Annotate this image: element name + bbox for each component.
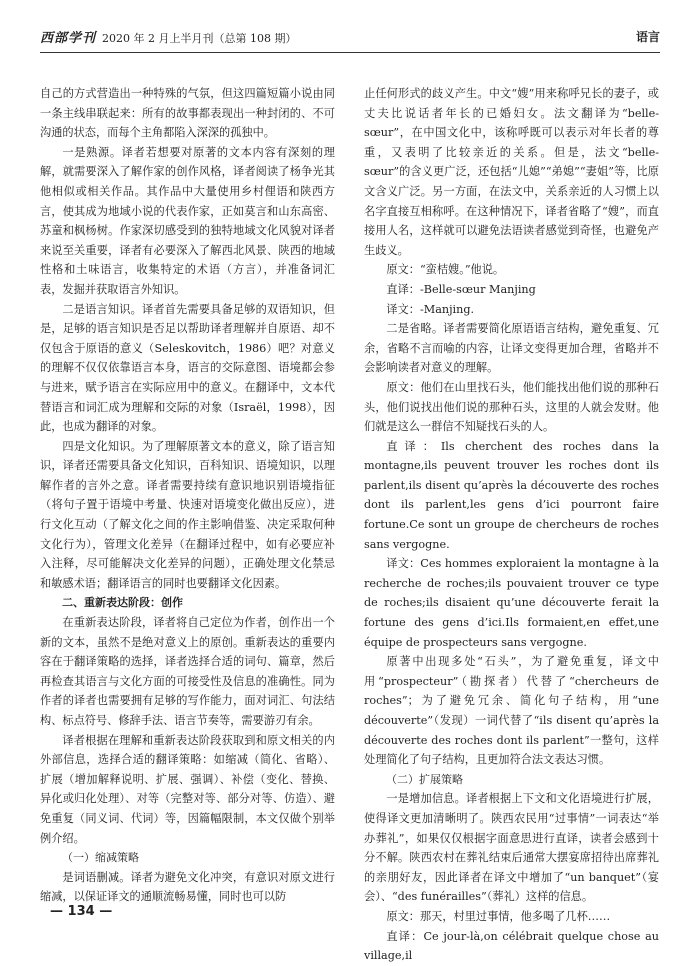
left-column: [40, 84, 335, 907]
paragraph: 原文：“蛮桔嫂。”他说。: [386, 263, 505, 277]
paragraph: 直译：Ils cherchent des roches dans la montagne,ils peuvent trouver les roches dont ils parlent,ils disent qu’après la découverte des roches dont ils parlent,les gens d’ici pourront faire fortune.Ce sont un groupe de chercheurs de roches sans vergogne.: [364, 439, 659, 551]
paragraph: 二是省略。译者需要简化原语语言结构，避免重复、冗余，省略不言而喻的内容，让译文变得更加合理，省略并不会影响读者对意义的理解。: [364, 322, 659, 375]
paragraph: 原著中出现多处“石头”，为了避免重复，译文中用“prospecteur”（勘探者）代替了“chercheurs de roches”；为了避免冗余、简化句子结构，用“une découverte”（发现）一词代替了“ils disent qu’après la découverte des roches dont ils parlent”一整句，这样处理简化了句子结构，且更加符合法文表达习惯。: [364, 655, 659, 767]
paragraph: 二是语言知识。译者首先需要具备足够的双语知识，但是，足够的语言知识是否足以帮助译者理解并自原语、却不仅包含于原语的意义（Seleskovitch，1986）吧？对意义的理解不仅仅依靠语言本身，语言的交际意图、语境都会参与进来，赋予语言在实际应用中的意义。在翻译中，文本代替语言和词汇成为理解和交际的对象（Israël，1998），因此，也成为翻译的对象。: [40, 302, 335, 434]
right-column: [364, 84, 659, 966]
paragraph: 四是文化知识。为了理解原著文本的意义，除了语言知识，译者还需要具备文化知识，百科知识、语境知识，以理解作者的言外之意。译者需要持续有意识地识别语境指征（将句子置于语境中考量、快速对语境变化做出反应），进行文化互动（了解文化之间的作主影响借鉴、决定采取何种文化行为），管理文化差异（在翻译过程中，如有必要应补入注释，尽可能解决文化差异的问题），正确处理文化禁忌和敏感术语；翻译语言的同时也要翻译文化因素。: [40, 439, 335, 590]
paragraph: 译者根据在理解和重新表达阶段获取到和原文相关的内外部信息，选择合适的翻译策略：如缩减（简化、省略）、扩展（增加解释说明、扩展、强调）、补偿（变化、替换、异化或归化处理）、对等（完整对等、部分对等、仿造）、避免重复（同义词、代词）等，因篇幅限制，本文仅做个别举例介绍。: [40, 733, 335, 845]
issue-info: 2020 年 2 月上半月刊（总第 108 期）: [102, 31, 297, 45]
page-header: [40, 20, 660, 53]
paragraph: 直译：Ce jour-là,on célébrait quelque chose au village,il: [364, 929, 659, 963]
paragraph: 译文：Ces hommes exploraient la montagne à la recherche de roches;ils pouvaient trouver ce type de roches;ils disaient qu’une découverte ferait la fortune des gens d’ici.Ils formaient,en effet,une équipe de prospecteurs sans vergogne.: [364, 557, 659, 649]
header-left: [40, 27, 297, 46]
paragraph: 译文：-Manjing.: [386, 302, 475, 316]
paragraph: 是词语删减。译者为避免文化冲突，有意识对原文进行缩减，以保证译文的通顺流畅易懂，同时也可以防: [40, 870, 335, 904]
subsection-heading: （二）扩展策略: [386, 772, 463, 786]
paragraph: 自己的方式营造出一种特殊的气氛，但这四篇短篇小说由同一条主线串联起来：所有的故事都表现出一种封闭的、不可沟通的状态，而每个主角都陷入深深的孤独中。: [40, 87, 335, 140]
paragraph: 一是熟源。译者若想要对原著的文本内容有深刻的理解，就需要深入了解作家的创作风格，译者阅读了杨争光其他相似或相关作品。其作品中大量使用乡村俚语和陕西方言，使其成为地域小说的代表作家，正如莫言和山东高密、苏童和枫杨树。作家深切感受到的独特地域文化风貌对译者来说至关重要，译者有必要深入了解西北风景、陕西的地域性格和土味语言，收集特定的术语（方言），并准备词汇表，发掘并获取语言外知识。: [40, 145, 335, 296]
section-label: 语言: [635, 29, 660, 44]
paragraph: 原文：他们在山里找石头，他们能找出他们说的那种石头，他们说找出他们说的那种石头，这里的人就会发财。他们就是这么一群信不知疑找石头的人。: [364, 380, 659, 434]
paragraph: 直译：-Belle-sœur Manjing: [386, 282, 536, 296]
paragraph: 在重新表达阶段，译者将自己定位为作者，创作出一个新的文本，虽然不是绝对意义上的原创。重新表达的重要内容在于翻译策略的选择，译者选择合适的词句、篇章，然后再检查其语言与文化方面的可接受性及信息的准确性。同为作者的译者也需要拥有足够的写作能力，面对词汇、句法结构、标点符号、修辞手法、语言节奏等，需要游刃有余。: [40, 616, 335, 727]
paragraph: 止任何形式的歧义产生。中文“嫂”用来称呼兄长的妻子，或丈夫比说话者年长的已婚妇女。法文翻译为“belle-sœur”，在中国文化中，该称呼既可以表示对年长者的尊重，又表明了比较亲近的关系。但是，法文“belle-sœur”的含义更广泛，还包括“儿媳”“弟媳”“妻姐”等，比原文含义广泛。另一方面，在法文中，关系亲近的人习惯上以名字直接互相称呼。在这种情况下，译者省略了“嫂”，而直接用人名，这样就可以避免法语读者感觉到奇怪，也避免产生歧义。: [364, 87, 659, 257]
paragraph: 一是增加信息。译者根据上下文和文化语境进行扩展，使得译文更加清晰明了。陕西农民用“过事情”一词表达“举办葬礼”，如果仅仅根据字面意思进行直译，读者会感到十分不解。陕西农村在葬礼结束后通常大摆宴席招待出席葬礼的亲朋好友，因此译者在译文中增加了“un banquet”（宴会）、“des funérailles”（葬礼）这样的信息。: [364, 792, 659, 904]
journal-logo: 西部学刊: [40, 30, 97, 46]
paragraph: 原文：那天，村里过事情，他多喝了几杯……: [386, 909, 611, 923]
page-number: — 134 —: [50, 904, 113, 919]
subsection-heading: （一）缩减策略: [62, 851, 139, 865]
section-heading: 二、重新表达阶段：创作: [62, 596, 183, 610]
